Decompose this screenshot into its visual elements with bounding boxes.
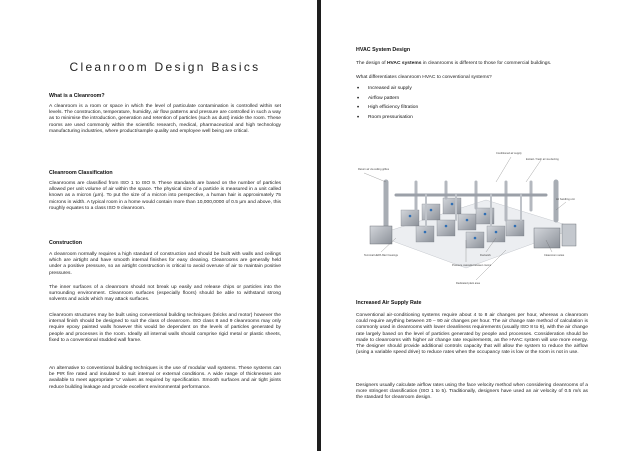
hvac-bullet-list — [356, 87, 588, 125]
figure-caption: Air handling unit — [556, 198, 575, 201]
right-page — [321, 0, 638, 451]
figure-caption: Return air via ceiling grilles — [358, 168, 389, 171]
list-item: • Increased air supply — [356, 87, 588, 97]
list-item: • High efficiency filtration — [356, 106, 588, 116]
paragraph-construction-3: Cleanroom structures may be built using conventional building techniques (bricks and motor) however the internal finish should be designed to suit the class of cleanroom. ISO class 8 and 9 cleanrooms may only require epoxy painted walls however this would be dependent on the levels of particles generated by people and processes in the room. Ideally all internal walls should comprise rigid metal or plastic sheets, fixed to a conventional studded wall frame. — [49, 313, 281, 343]
list-item: • Room pressurisation — [356, 116, 588, 126]
left-page — [0, 0, 317, 451]
paragraph-construction-2: The inner surfaces of a cleanroom should not break up easily and release chips or particles into the surrounding environment. Cleanroom surfaces (especially floors) should be able to withstand strong solvents and acids which may attack surfaces. — [49, 285, 281, 303]
section-heading-what-is: What is a Cleanroom? — [49, 93, 105, 99]
figure-caption: Terminal HEPA filter housings — [364, 254, 398, 257]
figure-caption: Dedicated plant area — [456, 282, 480, 285]
figure-caption: Pressure cascade between rooms — [452, 264, 492, 267]
figure-caption: Ductwork — [480, 254, 491, 257]
document-title: Cleanroom Design Basics — [69, 60, 261, 74]
figure-caption: Conditioned air supply — [496, 152, 522, 155]
paragraph-construction-1: A cleanroom normally requires a high standard of construction and should be built with walls and ceilings which are airtight and have smooth internal finishes for easy cleaning. Cleanrooms are generally held under a positive pressure, so an airtight construction is critical to avoid overuse of air to maintain positive pressures. — [49, 252, 281, 276]
section-heading-construction: Construction — [49, 240, 82, 246]
paragraph-air-supply-1: Conventional air-conditioning systems require about 4 to 8 air changes per hour, whereas a cleanroom could require anything between 20 – 90 air changes per hour. The air change rate method of calculation is commonly used in cleanrooms with lower cleanliness requirements (usually ISO 8 to 9), with the air change rate largely based on the level of particles generated by people and processes. Consideration should be made to cleanrooms with higher air change rate requirements, as the HVAC system will use more energy. The designer should provide additional controls capacity that will allow the system to reduce the airflow (using a variable speed drive) to reduce rates when the occupancy rate is low or the room is not in use. — [356, 313, 588, 356]
paragraph-hvac-intro: The design of HVAC systems in cleanrooms is different to those for commercial buildings. — [356, 61, 552, 66]
section-heading-air-supply: Increased Air Supply Rate — [356, 300, 422, 306]
section-heading-classification: Cleanroom Classification — [49, 170, 113, 176]
paragraph-construction-4: An alternative to conventional building techniques is the use of modular wall systems. These systems can be PIR fire rated and insulated to suit internal or external conditions. A wide range of thicknesses are available to meet appropriate 'U' values as required by specification. Smooth surfaces and air tight joints reduce building leakage and provide excellent environmental performance. — [49, 366, 281, 390]
paragraph-air-supply-2: Designers usually calculate airflow rates using the face velocity method when considering cleanrooms of a more stringent classification (ISO 1 to 5). Traditionally, designers have used an air velocity of 0.5 m/s as the standard for cleanroom design. — [356, 383, 588, 401]
paragraph-what-is: A cleanroom is a room or space in which the level of particulate contamination is controlled within set levels. The construction, temperature, humidity, air flow patterns and pressure are controlled in such a way as to minimise the introduction, generation and retention of particles (such as dust) inside the room. These rooms are used commonly within the scientific research, medical, pharmaceutical and high technology manufacturing industries, where product/sample quality and employee well being are critical. — [49, 104, 281, 134]
paragraph-hvac-question: What differentiates cleanroom HVAC to conventional systems? — [356, 75, 492, 80]
section-heading-hvac: HVAC System Design — [356, 47, 411, 53]
paragraph-classification: Cleanrooms are classified from ISO 1 to ISO 9. These standards are based on the number of particles allowed per unit volume of air within the space. The physical size of a particle is measured in a unit called known as a micron (µm). To put the size of a micron into perspective, a human hair is approximately 75 microns in width. A typical room in a home would contain more than 10,000,0000 of 0.5 µm and above, this roughly equates to a class ISO 9 cleanroom. — [49, 181, 281, 211]
list-item: • Airflow pattern — [356, 97, 588, 107]
figure-caption: Extract / fresh air via ducting — [526, 158, 559, 161]
hvac-system-illustration — [356, 140, 588, 290]
figure-caption: Cleanroom suites — [544, 254, 565, 257]
